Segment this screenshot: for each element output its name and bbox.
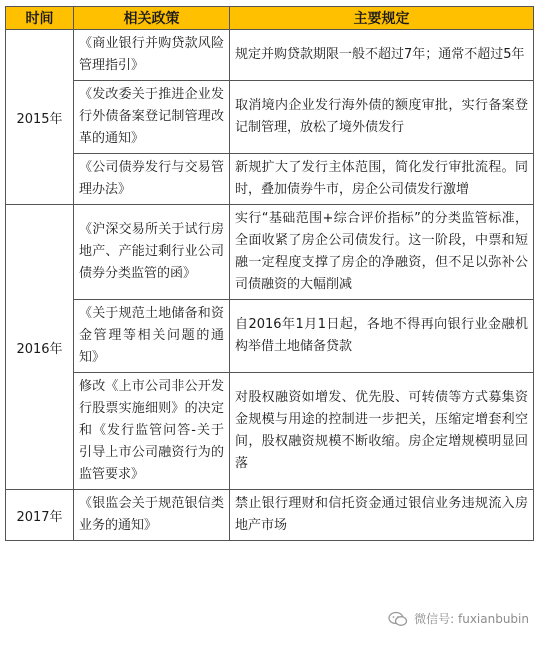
policy-cell: 《发改委关于推进企业发行外债备案登记制管理改革的通知》 [74,81,230,154]
rule-cell: 对股权融资如增发、优先股、可转债等方式募集资金规模与用途的控制进一步把关，压缩定增套利空间，股权融资规模不断收缩。房企定增规模明显回落 [230,373,534,490]
header-policy: 相关政策 [74,7,230,30]
policy-table [5,6,534,541]
policy-cell: 《关于规范土地储备和资金管理等相关问题的通知》 [74,300,230,373]
policy-cell: 《公司债券发行与交易管理办法》 [74,154,230,205]
policy-cell: 修改《上市公司非公开发行股票实施细则》的决定和《发行监管问答-关于引导上市公司融资行为的监管要求》 [74,373,230,490]
policy-cell: 《商业银行并购贷款风险管理指引》 [74,30,230,81]
table-row [6,300,534,373]
table-row [6,154,534,205]
rule-cell: 规定并购贷款期限一般不超过7年；通常不超过5年 [230,30,534,81]
wechat-watermark [388,610,529,627]
policy-cell: 《银监会关于规范银信类业务的通知》 [74,490,230,541]
table-row [6,205,534,300]
table-row [6,30,534,81]
rule-cell: 取消境内企业发行海外债的额度审批，实行备案登记制管理，放松了境外债发行 [230,81,534,154]
wechat-icon [388,611,408,627]
rule-cell: 自2016年1月1日起，各地不得再向银行业金融机构举借土地储备贷款 [230,300,534,373]
policy-cell: 《沪深交易所关于试行房地产、产能过剩行业公司债券分类监管的函》 [74,205,230,300]
year-cell-2015: 2015年 [6,30,74,205]
header-rules: 主要规定 [230,7,534,30]
header-time: 时间 [6,7,74,30]
rule-cell: 实行“基础范围+综合评价指标”的分类监管标准，全面收紧了房企公司债发行。这一阶段，中票和短融一定程度支撑了房企的净融资，但不足以弥补公司债融资的大幅削减 [230,205,534,300]
watermark-text: 微信号: fuxianbubin [414,612,529,626]
rule-cell: 新规扩大了发行主体范围，简化发行审批流程。同时，叠加债券牛市，房企公司债发行激增 [230,154,534,205]
table-row [6,373,534,490]
rule-cell: 禁止银行理财和信托资金通过银信业务违规流入房地产市场 [230,490,534,541]
table-row [6,490,534,541]
table-header-row [6,7,534,30]
year-cell-2016: 2016年 [6,205,74,490]
table-row [6,81,534,154]
year-cell-2017: 2017年 [6,490,74,541]
